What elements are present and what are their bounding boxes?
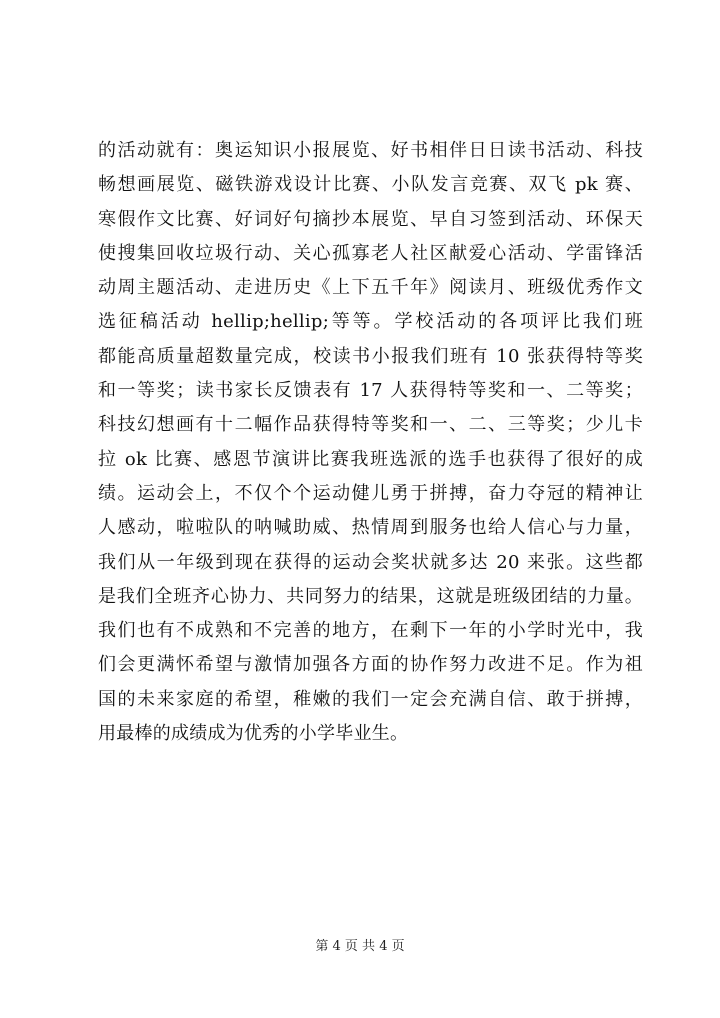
paragraph-line: 是我们全班齐心协力、共同努力的结果，这就是班级团结的力量。	[98, 585, 643, 607]
paragraph-line: 拉 ok 比赛、感恩节演讲比赛我班选派的选手也获得了很好的成	[98, 448, 643, 470]
body-paragraph	[98, 134, 643, 751]
paragraph-line: 都能高质量超数量完成，校读书小报我们班有 10 张获得特等奖	[98, 345, 643, 367]
paragraph-line: 使搜集回收垃圾行动、关心孤寡老人社区献爱心活动、学雷锋活	[98, 242, 643, 264]
paragraph-line: 的活动就有：奥运知识小报展览、好书相伴日日读书活动、科技	[98, 140, 643, 161]
paragraph-line: 畅想画展览、磁铁游戏设计比赛、小队发言竞赛、双飞 pk 赛、	[98, 174, 643, 196]
paragraph-line: 人感动，啦啦队的呐喊助威、热情周到服务也给人信心与力量，	[98, 517, 643, 539]
paragraph-line: 们会更满怀希望与激情加强各方面的协作努力改进不足。作为祖	[98, 654, 643, 676]
paragraph-line: 动周主题活动、走进历史《上下五千年》阅读月、班级优秀作文	[98, 277, 643, 299]
paragraph-line: 我们从一年级到现在获得的运动会奖状就多达 20 来张。这些都	[98, 551, 643, 573]
paragraph-line: 科技幻想画有十二幅作品获得特等奖和一、二、三等奖；少儿卡	[98, 414, 643, 436]
paragraph-line-last: 用最棒的成绩成为优秀的小学毕业生。	[98, 723, 409, 745]
paragraph-line: 我们也有不成熟和不完善的地方，在剩下一年的小学时光中，我	[98, 620, 643, 642]
paragraph-line: 和一等奖；读书家长反馈表有 17 人获得特等奖和一、二等奖；	[98, 380, 643, 402]
page-number-footer: 第 4 页 共 4 页	[315, 939, 405, 954]
paragraph-line: 选征稿活动 hellip;hellip;等等。学校活动的各项评比我们班	[98, 311, 643, 333]
paragraph-line: 国的未来家庭的希望，稚嫩的我们一定会充满自信、敢于拼搏，	[98, 688, 643, 710]
paragraph-line: 绩。运动会上，不仅个个运动健儿勇于拼搏，奋力夺冠的精神让	[98, 482, 643, 504]
paragraph-line: 寒假作文比赛、好词好句摘抄本展览、早自习签到活动、环保天	[98, 208, 643, 230]
